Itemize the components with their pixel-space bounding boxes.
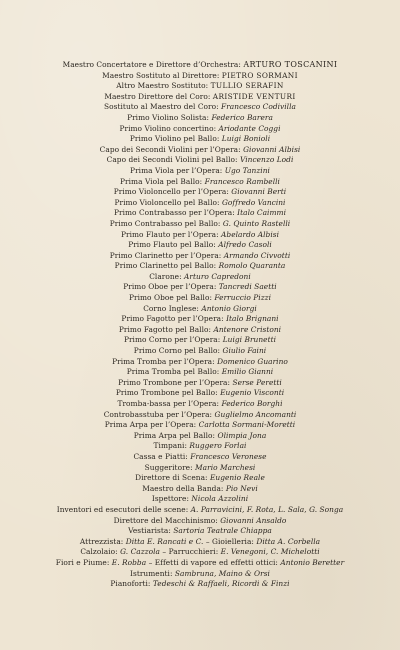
credit-role: Primo Fagotto per l’Opera: [121, 314, 224, 324]
credit-line [4, 155, 396, 166]
credits-list [0, 60, 400, 590]
credit-role: Primo Contrabasso per l’Opera: [113, 208, 235, 218]
credit-role: Primo Violino pel Ballo: [129, 134, 220, 144]
credit-role: Capo dei Secondi Violini pel Ballo: [106, 155, 238, 165]
credit-name: Alfredo Casoli [218, 240, 272, 250]
credit-name: Ugo Tanzini [224, 165, 270, 175]
credit-line [4, 71, 396, 82]
credit-line [4, 293, 396, 304]
credit-name: Domenico Guarino [217, 356, 288, 366]
credit-role: Prima Arpa pel Ballo: [133, 430, 216, 440]
credit-line [4, 410, 396, 421]
credit-line [4, 441, 396, 452]
credit-name: Ditta A. Corbella [256, 536, 321, 546]
credit-role: Sostituto al Maestro del Coro: [104, 102, 219, 112]
credit-role: Direttore del Macchinismo: [113, 515, 218, 525]
credit-name: PIETRO SORMANI [221, 70, 298, 80]
credit-line [4, 251, 396, 262]
credit-name: Antonio Beretter [280, 557, 345, 567]
credit-line [4, 346, 396, 357]
credit-name: Antonio Giorgi [201, 303, 257, 313]
credit-name: TULLIO SERAFIN [210, 81, 284, 91]
credit-role: Calzolaio: [80, 547, 118, 557]
credit-name: G. Quinto Rastelli [222, 218, 291, 228]
credit-name: E. Robba [111, 557, 147, 567]
credit-line [4, 92, 396, 103]
credit-role: Primo Clarinetto per l’Opera: [109, 250, 222, 260]
credit-name: Sartoria Teatrale Chiappa [173, 526, 272, 536]
credit-name: Eugenio Reale [209, 473, 265, 483]
credit-role: Cassa e Piatti: [133, 451, 188, 461]
credit-line [4, 230, 396, 241]
credit-line [4, 388, 396, 399]
credit-name: Armando Civvotti [223, 250, 291, 260]
credit-role: Tromba-bassa per l’Opera: [117, 399, 220, 408]
credit-name: A. Parravicini, F. Rota, L. Sala, G. Songa [190, 504, 344, 514]
credit-line [4, 452, 396, 463]
credit-line [4, 357, 396, 368]
credit-line [4, 526, 396, 537]
credit-line [4, 102, 396, 113]
credit-role: Primo Violoncello pel Ballo: [114, 197, 220, 207]
credit-line [4, 335, 396, 346]
credit-name: Tedeschi & Raffaeli, Ricordi & Finzi [152, 579, 290, 589]
credit-role: Primo Oboe per l’Opera: [123, 282, 217, 292]
credit-name: Federico Barera [211, 112, 273, 122]
credit-role: Attrezzista: [79, 536, 124, 546]
credit-name: ARISTIDE VENTURI [212, 91, 296, 101]
credit-line [4, 166, 396, 177]
credit-role: Prima Tromba pel Ballo: [126, 367, 220, 377]
credit-line [4, 134, 396, 145]
credit-role: Primo Trombone per l’Opera: [118, 377, 231, 387]
credit-role: Primo Violino Solista: [127, 112, 210, 122]
credit-line [4, 484, 396, 495]
credit-role: Fiori e Piume: [55, 557, 110, 567]
credit-name: Ditta E. Rancati e C. [125, 536, 204, 546]
credit-role: Istrumenti: [130, 568, 173, 578]
credit-role: Vestiarista: [128, 526, 171, 536]
credit-role: Primo Corno pel Ballo: [133, 346, 221, 356]
credit-name: Giulio Faini [222, 346, 267, 356]
credit-role: – Gioielleria: [205, 536, 254, 546]
credit-name: Nicola Azzolini [191, 494, 249, 504]
credit-name: Giovanni Ansaldo [220, 515, 287, 525]
credit-name: Federico Borghi [221, 399, 283, 408]
credit-line [4, 272, 396, 283]
credit-line [4, 431, 396, 442]
credit-line [4, 208, 396, 219]
credit-line [4, 420, 396, 431]
credit-name: Ariodante Coggi [218, 123, 281, 133]
credit-line [4, 558, 396, 569]
credit-line [4, 187, 396, 198]
credit-role: Primo Corno per l’Opera: [123, 335, 221, 345]
credit-line [4, 282, 396, 293]
credit-name: Tancredi Saetti [218, 282, 277, 292]
credit-line [4, 399, 396, 410]
credit-role: Capo dei Secondi Violini per l’Opera: [99, 144, 241, 154]
credit-role: Prima Viola pel Ballo: [120, 176, 203, 186]
credit-name: Olimpia Jona [217, 430, 267, 440]
credit-role: Timpani: [153, 441, 187, 451]
credit-line [4, 579, 396, 590]
credit-line [4, 314, 396, 325]
credit-name: Pio Nevi [225, 483, 258, 493]
credit-name: Carlotta Sormani-Moretti [198, 420, 296, 430]
credit-line [4, 177, 396, 188]
credit-role: Pianoforti: [110, 579, 151, 589]
credit-name: Giovanni Albisi [243, 144, 301, 154]
credit-name: E. Venegoni, C. Michelotti [220, 547, 320, 557]
credit-line [4, 304, 396, 315]
credit-name: Francesco Veronese [190, 451, 267, 461]
credit-role: Controbasstuba per l’Opera: [103, 409, 213, 419]
credit-line [4, 261, 396, 272]
credit-role: Primo Violoncello per l’Opera: [113, 187, 229, 197]
credit-line [4, 463, 396, 474]
credit-name: Goffredo Vancini [221, 197, 286, 207]
credit-role: Primo Trombone pel Ballo: [115, 388, 218, 398]
credit-name: Abelardo Albisi [221, 229, 280, 239]
credit-name: Antenore Cristoni [213, 324, 282, 334]
credit-line [4, 494, 396, 505]
credit-name: Italo Brignani [226, 314, 279, 324]
credit-role: Altro Maestro Sostituto: [116, 81, 209, 91]
credit-role: Inventori ed esecutori delle scene: [56, 504, 189, 514]
credit-name: Romolo Quaranta [218, 261, 286, 271]
credit-name: Emilio Gianni [221, 367, 274, 377]
credit-name: Francesco Codivilla [221, 102, 296, 112]
credit-role: Direttore di Scena: [135, 473, 208, 483]
credit-name: ARTURO TOSCANINI [243, 60, 338, 69]
credit-line [4, 378, 396, 389]
credit-role: – Effetti di vapore ed effetti ottici: [148, 557, 278, 567]
credit-line [4, 240, 396, 251]
credit-role: Corno Inglese: [143, 303, 199, 313]
credit-name: Giovanni Berti [231, 187, 287, 197]
credit-line [4, 198, 396, 209]
credit-name: Eugenio Visconti [220, 388, 285, 398]
credit-name: Serse Peretti [232, 377, 282, 387]
credit-role: Suggeritore: [144, 462, 193, 472]
credit-line [4, 60, 396, 71]
credit-role: Primo Oboe pel Ballo: [128, 293, 212, 303]
credit-name: Luigi Bonioli [221, 134, 271, 144]
credit-name: Arturo Capredoni [184, 271, 251, 281]
credit-name: Vincenzo Lodi [239, 155, 294, 165]
credit-name: G. Cazzola [120, 547, 161, 557]
credit-name: Guglielmo Ancomanti [214, 409, 297, 419]
credit-line [4, 505, 396, 516]
credit-line [4, 537, 396, 548]
credit-line [4, 367, 396, 378]
credit-line [4, 124, 396, 135]
credit-line [4, 81, 396, 92]
credit-line [4, 516, 396, 527]
credit-role: Maestro Sostituto al Direttore: [102, 70, 220, 80]
credit-role: Prima Tromba per l’Opera: [112, 356, 215, 366]
credit-name: Italo Caimmi [237, 208, 287, 218]
credit-line [4, 145, 396, 156]
credit-role: Primo Contrabasso pel Ballo: [109, 218, 221, 228]
credit-name: Ferruccio Pizzi [214, 293, 272, 303]
credit-line [4, 473, 396, 484]
credit-line [4, 547, 396, 558]
credit-role: Maestro Concertatore e Direttore d’Orchestra: [62, 60, 241, 69]
credit-role: Prima Viola per l’Opera: [130, 165, 223, 175]
credit-name: Luigi Brunetti [222, 335, 277, 345]
credit-role: Primo Fagotto pel Ballo: [118, 324, 212, 334]
credit-role: Primo Violino concertino: [119, 123, 217, 133]
credit-line [4, 325, 396, 336]
credit-line [4, 569, 396, 580]
credit-role: Maestro Direttore del Coro: [104, 91, 211, 101]
credit-line [4, 219, 396, 230]
credit-name: Sambruna, Maino & Orsi [174, 568, 270, 578]
credit-role: Clarone: [149, 271, 182, 281]
credit-role: Ispettore: [151, 494, 189, 504]
credit-role: Primo Clarinetto pel Ballo: [114, 261, 217, 271]
credit-role: Maestro della Banda: [142, 483, 224, 493]
credit-line [4, 113, 396, 124]
credit-name: Mario Marchesi [195, 462, 256, 472]
credit-role: Primo Flauto per l’Opera: [120, 229, 219, 239]
credit-name: Ruggero Forlai [189, 441, 247, 451]
credit-name: Francesco Rambelli [204, 176, 280, 186]
credit-role: – Parrucchieri: [162, 547, 219, 557]
credit-role: Prima Arpa per l’Opera: [104, 420, 197, 430]
credit-role: Primo Flauto pel Ballo: [128, 240, 216, 250]
